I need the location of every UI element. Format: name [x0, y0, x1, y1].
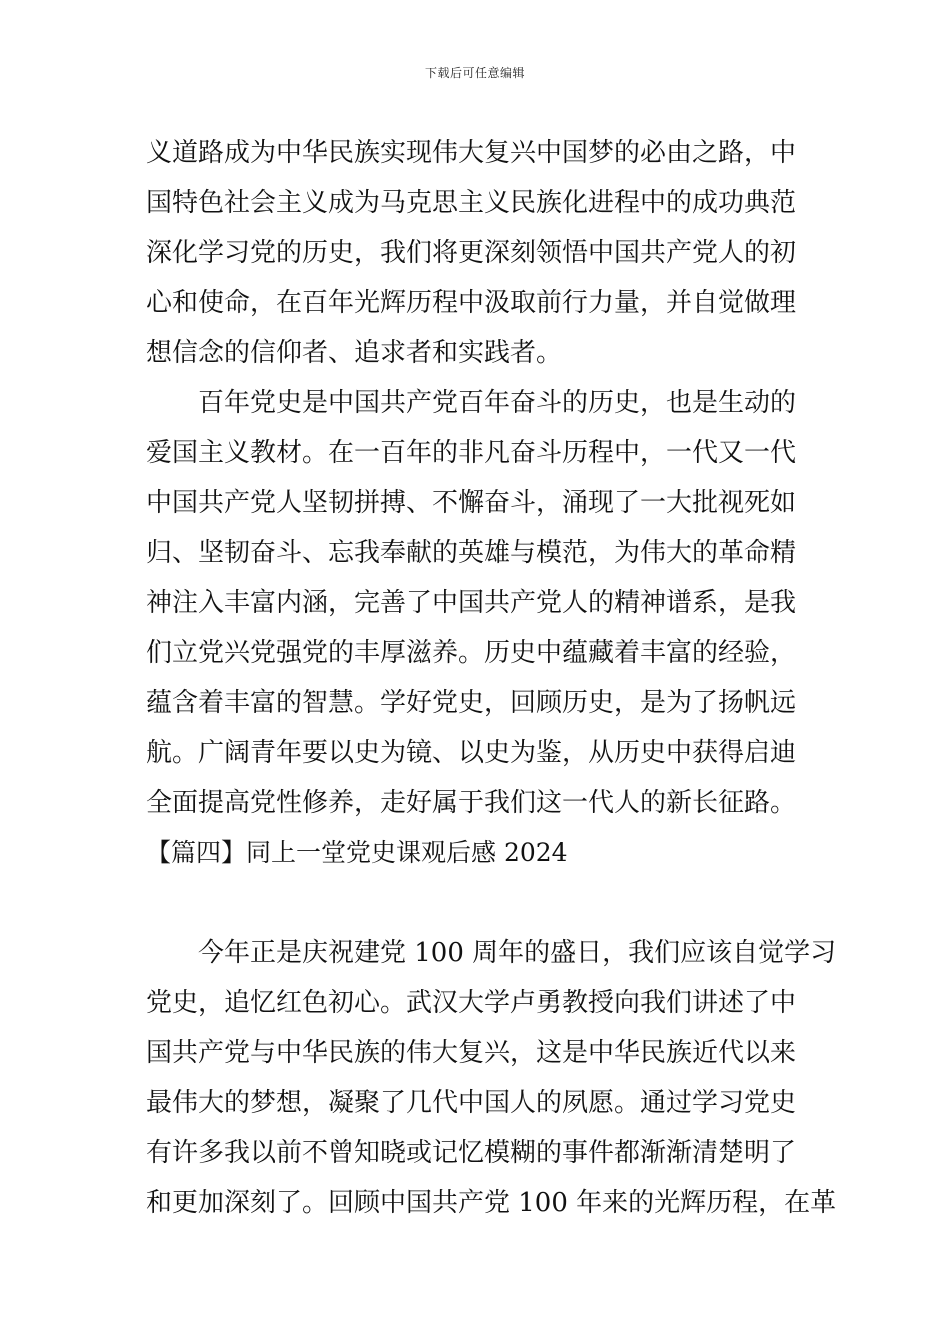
document-body [146, 128, 837, 1228]
paragraph-2-line: 全面提高党性修养，走好属于我们这一代人的新长征路。 [146, 788, 797, 818]
paragraph-2-line: 归、坚韧奋斗、忘我奉献的英雄与模范，为伟大的革命精 [146, 538, 797, 568]
paragraph-3-line: 今年正是庆祝建党 100 周年的盛日，我们应该自觉学习 [198, 938, 837, 968]
paragraph-1-line: 心和使命，在百年光辉历程中汲取前行力量，并自觉做理 [146, 288, 797, 318]
blank-line [146, 878, 806, 928]
paragraph-2-line: 爱国主义教材。在一百年的非凡奋斗历程中，一代又一代 [146, 438, 797, 468]
paragraph-1-line: 深化学习党的历史，我们将更深刻领悟中国共产党人的初 [146, 238, 797, 268]
paragraph-2-line: 百年党史是中国共产党百年奋斗的历史，也是生动的 [198, 388, 797, 418]
paragraph-3-line: 有许多我以前不曾知晓或记忆模糊的事件都渐渐清楚明了 [146, 1138, 797, 1168]
paragraph-2-line: 们立党兴党强党的丰厚滋养。历史中蕴藏着丰富的经验， [146, 638, 797, 668]
paragraph-2-line: 中国共产党人坚韧拼搏、不懈奋斗，涌现了一大批视死如 [146, 488, 797, 518]
paragraph-1-line: 国特色社会主义成为马克思主义民族化进程中的成功典范 [146, 188, 797, 218]
paragraph-3-line: 和更加深刻了。回顾中国共产党 100 年来的光辉历程，在革 [146, 1188, 837, 1218]
paragraph-3-line: 国共产党与中华民族的伟大复兴，这是中华民族近代以来 [146, 1038, 797, 1068]
paragraph-2-line: 蕴含着丰富的智慧。学好党史，回顾历史，是为了扬帆远 [146, 688, 797, 718]
paragraph-2-line: 神注入丰富内涵，完善了中国共产党人的精神谱系，是我 [146, 588, 797, 618]
section-heading: 【篇四】同上一堂党史课观后感 2024 [146, 838, 568, 867]
paragraph-1-line: 想信念的信仰者、追求者和实践者。 [146, 338, 563, 368]
paragraph-1-line: 义道路成为中华民族实现伟大复兴中国梦的必由之路，中 [146, 138, 797, 168]
paragraph-3-line: 最伟大的梦想，凝聚了几代中国人的夙愿。通过学习党史 [146, 1088, 797, 1118]
paragraph-3-line: 党史，追忆红色初心。武汉大学卢勇教授向我们讲述了中 [146, 988, 797, 1018]
page-header: 下载后可任意编辑 [424, 66, 525, 80]
paragraph-2-line: 航。广阔青年要以史为镜、以史为鉴，从历史中获得启迪 [146, 738, 797, 768]
